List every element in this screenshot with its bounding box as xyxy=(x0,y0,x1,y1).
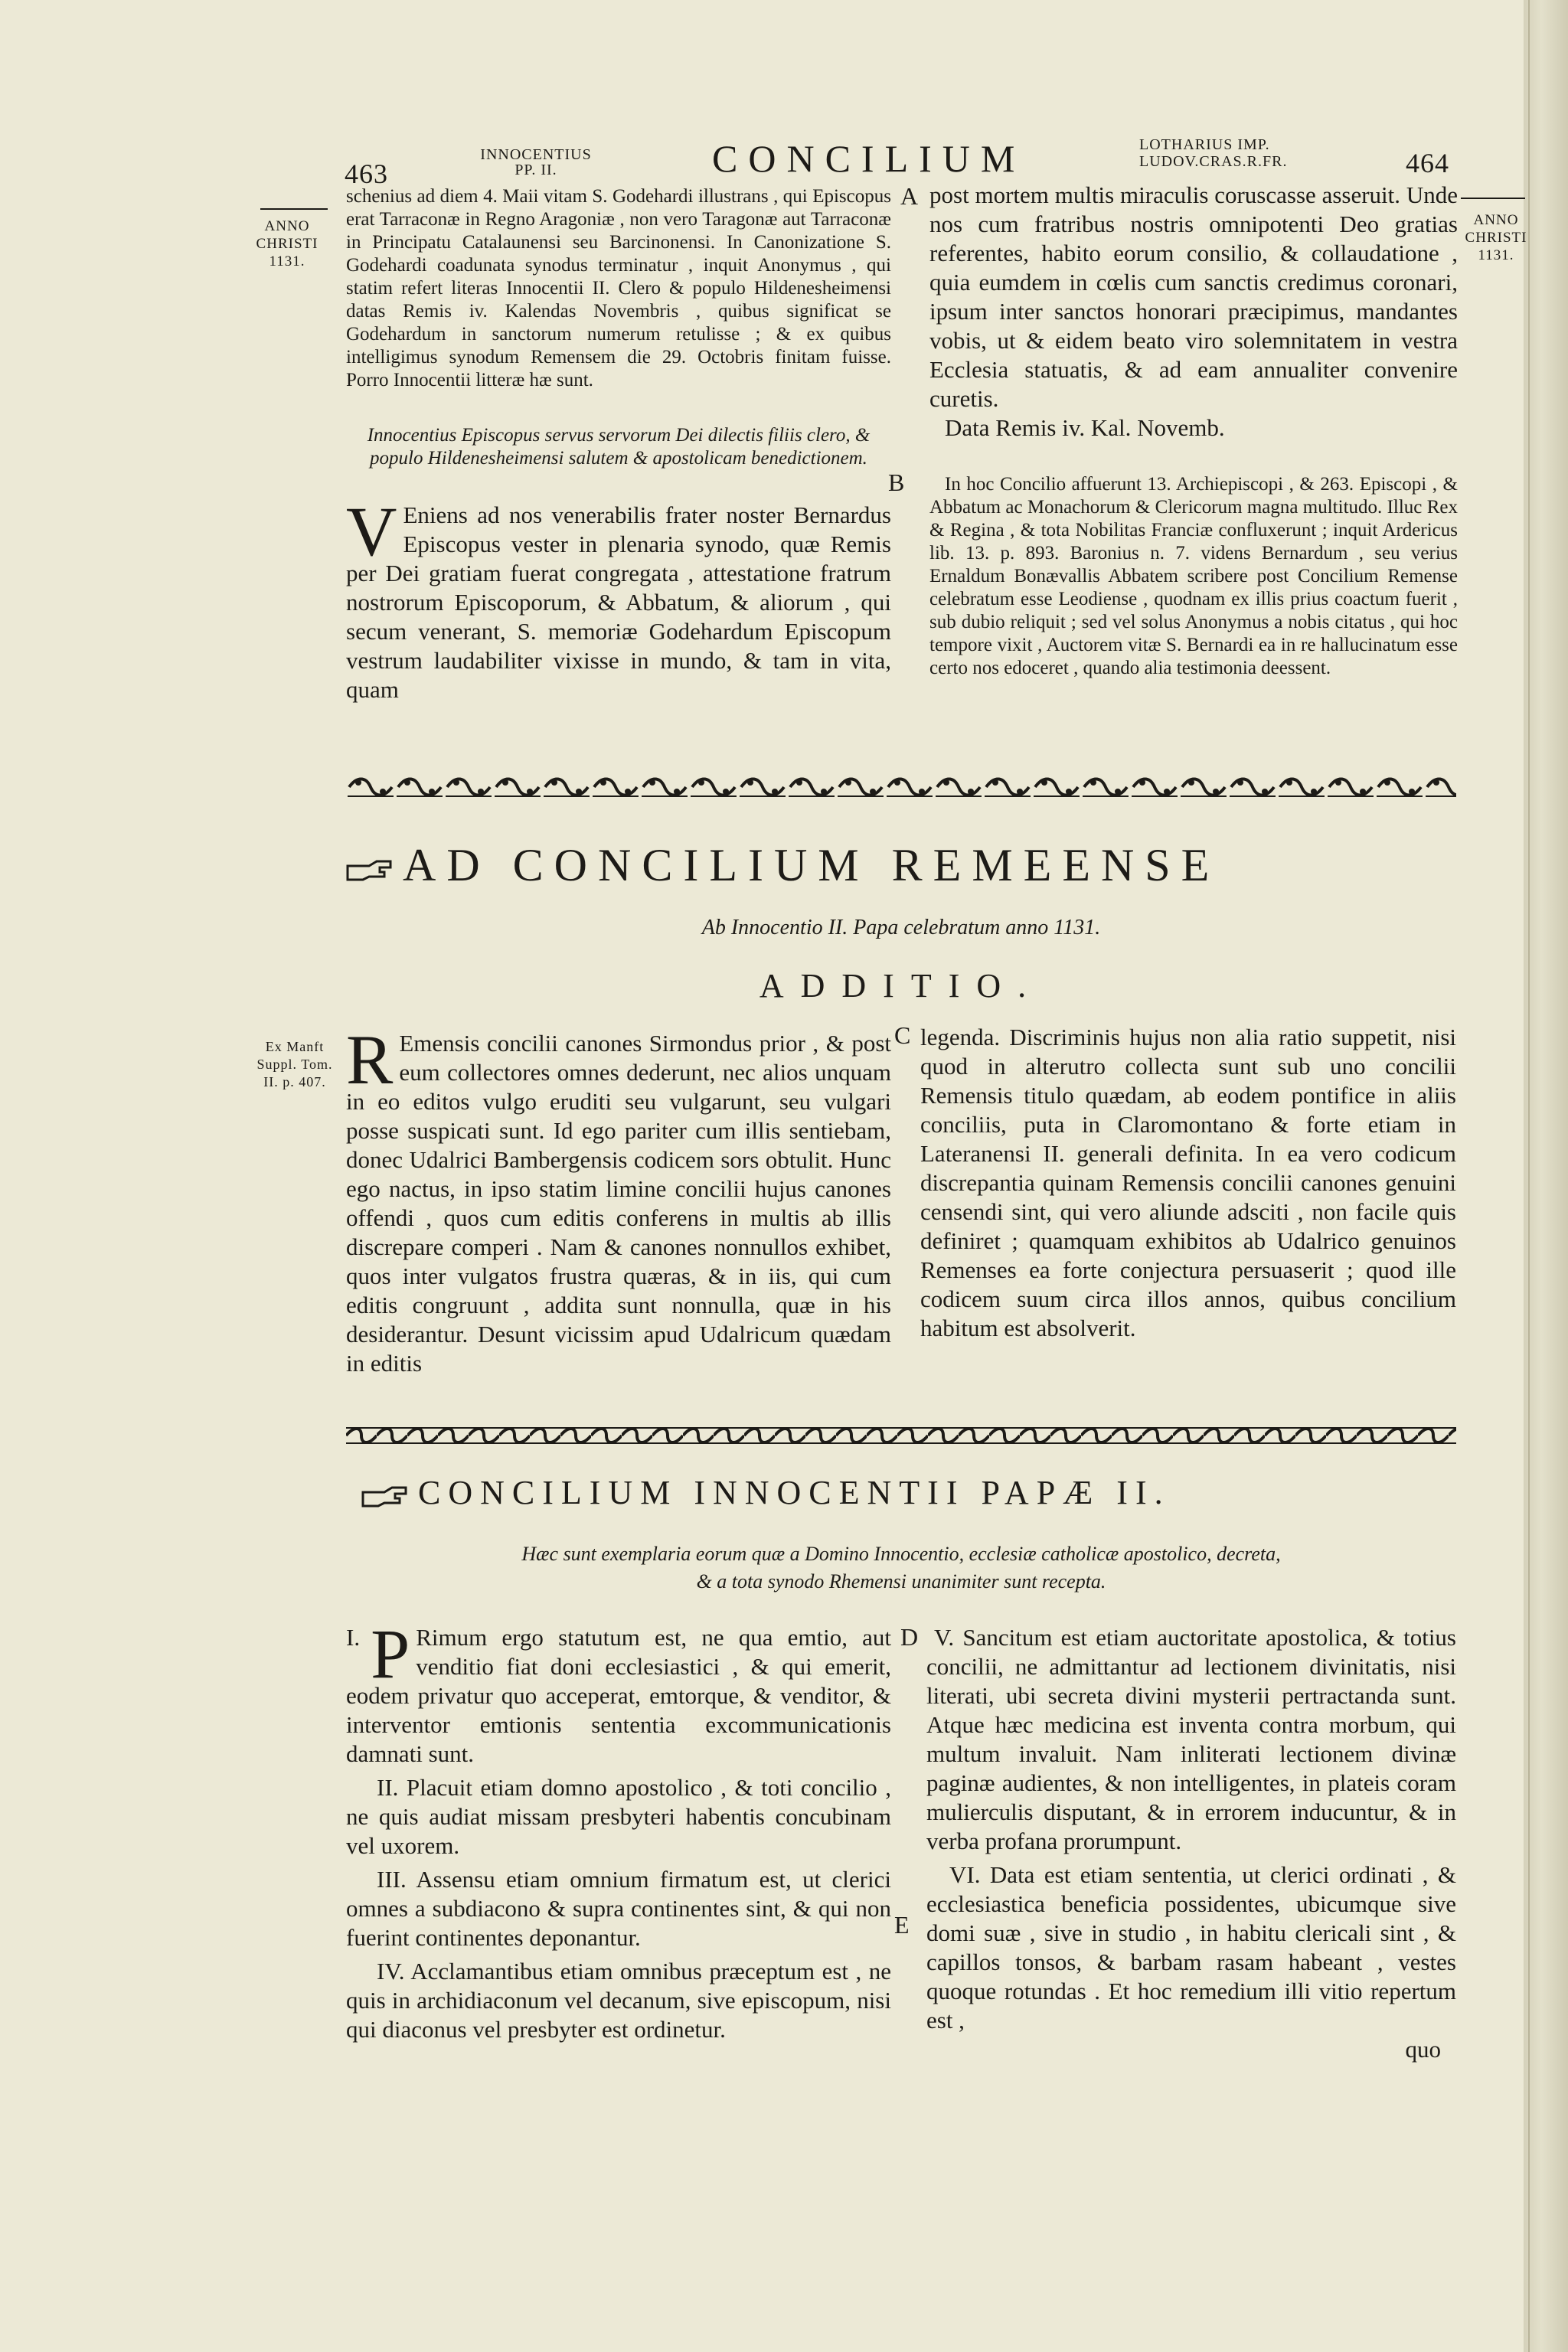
additio-heading xyxy=(346,839,1456,892)
canons-right-column xyxy=(926,1623,1456,2064)
pointing-hand-icon xyxy=(361,1485,407,1508)
canon-text: Acclamantibus etiam omnibus præceptum est , ne quis in archidiaconum vel decanum, sive episcopum, nisi qui diaconus vel presbyter est ordinetur. xyxy=(346,1958,892,2043)
page-number-left: 463 xyxy=(345,158,388,189)
canon-number: III. xyxy=(377,1866,407,1893)
canon-item xyxy=(926,1623,1456,1856)
pointing-hand-icon xyxy=(346,858,392,881)
pope-number: PP. II. xyxy=(514,162,557,178)
margin-side-note xyxy=(245,1038,345,1091)
additio-right-column xyxy=(920,1023,1456,1343)
margin-year-left-1: ANNO xyxy=(264,218,310,234)
margin-dash-left xyxy=(260,208,328,210)
top-left-paragraph: schenius ad diem 4. Maii vitam S. Godehardi illustrans , qui Episcopus erat Tarraconæ in Regno Aragoniæ , non vero Taragonæ aut Tarraconæ in Principatu Catalaunensi seu Barcinonensi. In Canonizatione S. Godehardi coadunata synodus terminatur , inquit Anonymus , qui statim refert literas Innocentii II. Clero & populo Hildenesheimensi datas Remis iv. Kalendas Novembris , quibus significat se Godehardum in sanctorum numerum retulisse ; & ex quibus intelligimus synodum Remensem die 29. Octobris finitam fuisse. Porro Innocentii litteræ hæ sunt. xyxy=(346,186,891,390)
canon-text: Assensu etiam omnium firmatum est, ut clerici omnes a subdiacono & supra continentes sint, & qui non fuerint continentes deponantur. xyxy=(346,1866,891,1951)
canon-item xyxy=(926,1860,1456,2035)
emperor-line-1: LOTHARIUS IMP. xyxy=(1139,136,1270,153)
additio-subheading: Ab Innocentio II. Papa celebratum anno 1131. xyxy=(701,916,1101,939)
canon-text: Placuit etiam domno apostolico , & toti concilio , ne quis audiat missam presbyteri habentis concubinam vel uxorem. xyxy=(346,1774,892,1859)
canon-text: Rimum ergo statutum est, ne qua emtio, aut venditio fiat doni ecclesiastici , & qui emerit, eodem privatur quo acceperat, emtorque, & venditor, & interventor emtionis sententia excommunicationis damnati sunt. xyxy=(346,1624,891,1767)
page-edge xyxy=(1524,0,1568,2352)
top-right-paragraph: post mortem multis miraculis coruscasse asseruit. Unde nos cum fratribus nostris omnipotenti Deo gratias referentes, habito eorum consilio, & collaudatione , quia eumdem in cœlis cum sanctis credimus coronari, ipsum inter sanctos honorari præcipimus, mandantes vobis, ut & eidem beato viro solemnitatem in vestra Ecclesia statuatis, & ad eam annualiter convenire curetis. xyxy=(929,181,1458,412)
additio-drop-cap: R xyxy=(346,1021,394,1099)
letter-body xyxy=(346,492,891,704)
emperor-line-2: LUDOV.CRAS.R.FR. xyxy=(1139,153,1288,170)
canon-item xyxy=(346,1615,891,1769)
canon-item xyxy=(346,1865,891,1952)
canon-drop-cap: P xyxy=(371,1615,410,1693)
margin-year-left-3: 1131. xyxy=(269,253,305,270)
concilium-intro-line-2: & a tota synodo Rhemensi unanimiter sunt recepta. xyxy=(696,1570,1106,1592)
top-left-column xyxy=(346,185,891,704)
catchword: quo xyxy=(1405,2036,1441,2063)
canon-number: II. xyxy=(377,1774,399,1801)
running-head-pope xyxy=(475,147,597,178)
canon-number: VI. xyxy=(949,1861,981,1888)
page-edge-rule xyxy=(1528,0,1530,2352)
pope-name: INNOCENTIUS xyxy=(480,146,592,163)
canon-item xyxy=(346,1957,891,2044)
concilium-intro xyxy=(346,1540,1456,1596)
canon-number: V. xyxy=(934,1624,955,1651)
margin-year-right-3: 1131. xyxy=(1478,247,1514,263)
letter-date-line: Data Remis iv. Kal. Novemb. xyxy=(945,414,1225,441)
historical-note: In hoc Concilio affuerunt 13. Archiepiscopi , & 263. Episcopi , & Abbatum ac Monachorum & Clericorum magna multitudo. Illuc Rex & Regina , & tota Nobilitas Franciæ confluxerunt ; inquit Ardericus lib. 13. p. 893. Baronius n. 7. videns Bernardum , seu verius Ernaldum Bonævallis Abbatem scribere post Concilium Remense celebratum esse Leodiense , quodnam ex illis prius coactum fuerit , sub dubio reliquit ; sed vel solus Anonymus a nobis citatus , qui hoc tempore vixit , Auctorem vitæ S. Bernardi ea in re hallucinatum esse certo nos edoceret , quando alia testimonia deessent. xyxy=(929,474,1458,678)
running-title: CONCILIUM xyxy=(712,137,1026,180)
margin-dash-right xyxy=(1461,198,1525,199)
additio-right-text: legenda. Discriminis hujus non alia ratio suppetit, nisi quod in alterutro collecta sunt sub uno concilii Remensis titulo quædam, ab eodem pontifice in aliis conciliis, puta in Claromontano & forte etiam in Lateranensi II. generali definita. In ea vero codicum discrepantia quinam Remensis concilii canones genuini censendi sint, qui vero aliunde adsciti , non facile quis definiret ; quamquam exhibitos ab Udalrico genuinos Remenses ea forte conjectura persuaserit ; quod ille codicem suum circa illos annos, quibus concilium habitum est absolverit. xyxy=(920,1024,1456,1341)
side-note-line-3: II. p. 407. xyxy=(263,1074,326,1089)
running-head-emperor xyxy=(1139,136,1287,170)
column-letter-e: E xyxy=(894,1911,910,1939)
canon-item xyxy=(346,1773,891,1860)
letter-salutation: Innocentius Episcopus servus servorum Dei dilectis filiis clero, & populo Hildenesheimensi salutem & apostolicam benedictionem. xyxy=(367,425,871,469)
page-number-right: 464 xyxy=(1406,148,1449,178)
side-note-line-1: Ex Manft xyxy=(265,1039,325,1054)
additio-label: ADDITIO. xyxy=(759,967,1044,1004)
column-letter-d: D xyxy=(900,1623,919,1651)
canon-number: IV. xyxy=(377,1958,405,1984)
ornament-band-top xyxy=(346,773,1456,801)
concilium-heading xyxy=(361,1473,1456,1512)
letter-text: Eniens ad nos venerabilis frater noster Bernardus Episcopus vester in plenaria synodo, quæ Remis per Dei gratiam fuerat congregata , attestatione fratrum nostrorum Episcoporum, & Abbatum, & aliorum , qui secum venerant, S. memoriæ Godehardum Episcopum vestrum laudabiliter vixisse in mundo, & tam in vita, quam xyxy=(346,501,891,703)
additio-left-text: Emensis concilii canones Sirmondus prior , & post eum collectores omnes dederunt, nec alios unquam in eo editos vulgo eruditi seu vulgarunt, seu vulgari posse suspicati sunt. Id ego pariter cum illis sentiebam, donec Udalrici Bambergensis codicem sors obtulit. Hunc ego nactus, in ipso statim limine concilii hujus canones offendi , quos cum editis conferens in multis ab illis discrepare comperi . Nam & canones nonnullos exhibet, quos inter vulgatos frustra quæras, & in iis, qui cum editis congruunt , addita sunt nonnulla, quæ in his desiderantur. Desunt vicissim apud Udalricum quædam in editis xyxy=(346,1030,891,1377)
column-letter-c: C xyxy=(894,1021,911,1049)
ornament-band-bottom xyxy=(346,1424,1456,1447)
top-right-column xyxy=(929,181,1458,680)
column-letter-a: A xyxy=(900,182,919,210)
column-letter-b: B xyxy=(888,469,905,496)
additio-left-column xyxy=(346,1021,891,1378)
concilium-title: CONCILIUM INNOCENTII PAPÆ II. xyxy=(418,1474,1171,1511)
margin-year-left xyxy=(245,217,329,270)
concilium-intro-line-1: Hæc sunt exemplaria eorum quæ a Domino Innocentio, ecclesiæ catholicæ apostolico, decreta, xyxy=(521,1543,1281,1565)
additio-title: AD CONCILIUM REMEENSE xyxy=(403,840,1220,890)
side-note-line-2: Suppl. Tom. xyxy=(256,1057,333,1072)
canon-text: Data est etiam sententia, ut clerici ordinati , & ecclesiastica beneficia possidentes, ubicumque sive domi suæ , sive in studio , in habitu clericali sint , & capillos tonsos, & barbam rasam habeant , vestes quoque rotundas . Et hoc remedium illi vitio repertum est , xyxy=(926,1861,1457,2034)
canon-text: Sancitum est etiam auctoritate apostolica, & totius concilii, ne admittantur ad lectionem divinitatis, nisi literati, ubi secreta divini mysterii pertractanda sunt. Atque hæc medicina est inventa contra morbum, qui multum invaluit. Nam inliterati lectionem divinæ paginæ audientes, & non intelligentes, in plateis coram mulierculis disputant, & in errorem inducuntur, & in verba profana prorumpunt. xyxy=(926,1624,1456,1854)
margin-year-right-2: CHRISTI xyxy=(1465,230,1527,246)
margin-year-left-2: CHRISTI xyxy=(256,236,318,252)
canon-number: I. xyxy=(346,1624,361,1651)
margin-year-right xyxy=(1459,211,1533,264)
letter-drop-cap: V xyxy=(346,492,397,570)
canons-left-column xyxy=(346,1615,892,2044)
margin-year-right-1: ANNO xyxy=(1473,212,1519,228)
